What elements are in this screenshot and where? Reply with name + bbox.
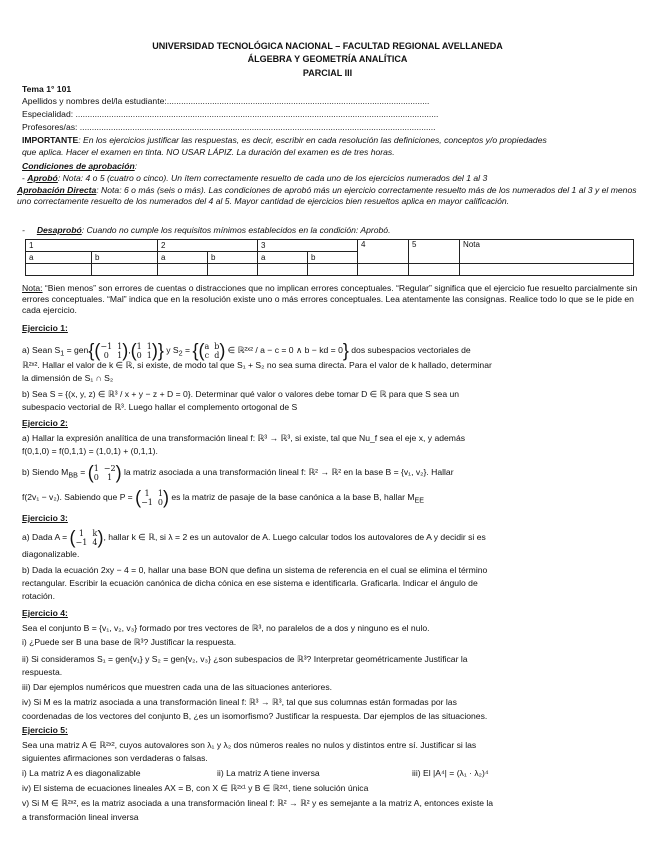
grade-header-row <box>26 240 634 252</box>
ej3-a-line2: diagonalizable. <box>22 549 80 559</box>
ej4-iv-1: iv) Si M es la matriz asociada a una transformación lineal f: ℝ³ → ℝ³, tal que sus columnas están formadas por las <box>22 697 457 707</box>
ej2-a-line1: a) Hallar la expresión analítica de una transformación lineal f: ℝ³ → ℝ³, si existe, tal que Nu_f sea el eje x, y además <box>22 433 466 443</box>
ej1-a-line3: la dimensión de S₁ ∩ S₂ <box>22 373 114 383</box>
ej2-a-line2: f(0,1,0) = f(0,1,1) = (1,0,1) + (0,1,1). <box>22 446 158 456</box>
grade-col-3: 3 <box>258 240 358 252</box>
important-label: IMPORTANTE <box>22 135 79 145</box>
ej2-title: Ejercicio 2: <box>22 418 68 428</box>
aprobo-line: - Aprobó: Nota: 4 o 5 (cuatro o cinco). Un ítem correctamente resuelto de cada uno de los ejercicios numerados del 1 al 3 <box>22 173 488 183</box>
professors-field: Profesores/as: ..................................................................................................................................................... <box>22 122 436 132</box>
student-name-field: Apellidos y nombres del/la estudiante:.............................................................................................................. <box>22 96 430 106</box>
grade-score-row <box>26 264 634 276</box>
ej1-matrix-3: a b c d <box>204 341 220 360</box>
exam-title: PARCIAL III <box>302 68 353 78</box>
ej3-b-line3: rotación. <box>22 591 55 601</box>
ej1-b-line1: b) Sea S = {(x, y, z) ∈ ℝ³ / x + y − z + D = 0}. Determinar qué valor o valores debe tomar D ∈ ℝ para que S sea un <box>22 389 460 399</box>
score-cell[interactable] <box>308 264 358 276</box>
ej4-ii-1: ii) Si consideramos S₁ = gen{v₁} y S₂ = gen{v₂, v₃} ¿son subespacios de ℝ³? Interpretar geométricamente Justificar la <box>22 654 468 664</box>
grade-col-1: 1 <box>26 240 158 252</box>
directa-paragraph: Aprobación Directa: Nota: 6 o más (seis o más). Las condiciones de aprobó más un ejercicio correctamente resuelto más de los numerados del 1 al 3 y el menos uno correctamente resuelto de los numerados del 4 al 5. Mayor cantidad de ejercicios bien resueltos aplica en mayor calificación. <box>17 185 637 206</box>
ej1-a-line2: ℝ²ˣ². Hallar el valor de k ∈ ℝ, si existe, de modo tal que S₁ + S₂ no sea suma directa. Para el valor de k hallado, determinar <box>22 360 492 370</box>
ej5-v-2: a transformación lineal inversa <box>22 812 139 822</box>
grade-sub-1b: b <box>92 252 158 264</box>
ej4-iii: iii) Dar ejemplos numéricos que muestren cada una de las situaciones anteriores. <box>22 682 333 692</box>
ej3-matrix-a: 1 k −1 4 <box>75 528 98 547</box>
grade-sub-1a: a <box>26 252 92 264</box>
ej2-b-line2: f(2v₁ − v₂). Sabiendo que P = ( 1 1 −1 0 ) es la matriz de pasaje de la base canónica a la base B, hallar $M_{EE}$ <box>22 487 425 508</box>
ej4-intro: Sea el conjunto B = {v₁, v₂, v₃} formado por tres vectores de ℝ³, no paralelos de a dos y ninguno es el nulo. <box>22 623 430 633</box>
grade-sub-2a: a <box>158 252 208 264</box>
important-line-2: que aplica. Hacer el examen en tinta. NO USAR LÁPIZ. La duración del examen es de tres horas. <box>22 147 395 157</box>
score-cell[interactable] <box>208 264 258 276</box>
desaprobo-line: - Desaprobó: Cuando no cumple los requisitos mínimos establecidos en la condición: Aprobó. <box>22 225 391 235</box>
score-cell[interactable] <box>358 264 409 276</box>
score-cell[interactable] <box>26 264 92 276</box>
grade-col-5: 5 <box>409 240 460 264</box>
specialty-field: Especialidad: ........................................................................................................................................................ <box>22 109 439 119</box>
ej3-title: Ejercicio 3: <box>22 513 68 523</box>
ej3-b-line2: rectangular. Escribir la ecuación canónica de dicha cónica en ese sistema e identificarla. Graficarla. Indicar el ángulo de <box>22 578 478 588</box>
grade-sub-2b: b <box>208 252 258 264</box>
score-cell[interactable] <box>409 264 460 276</box>
ej3-a-line1: a) Dada A = ( 1 k −1 4 ), hallar k ∈ ℝ, si λ = 2 es un autovalor de A. Luego calcular todos los autovalores de A y decidir si es <box>22 527 486 548</box>
ej3-b-line1: b) Dada la ecuación 2xy − 4 = 0, hallar una base BON que defina un sistema de referencia en el cual se elimina el término <box>22 565 488 575</box>
university-title: UNIVERSIDAD TECNOLÓGICA NACIONAL – FACULTAD REGIONAL AVELLANEDA <box>152 41 503 51</box>
score-cell[interactable] <box>460 264 634 276</box>
ej2-matrix-mbb: 1 −2 0 1 <box>93 463 116 482</box>
grade-col-4: 4 <box>358 240 409 264</box>
score-cell[interactable] <box>258 264 308 276</box>
course-title: ÁLGEBRA Y GEOMETRÍA ANALÍTICA <box>247 54 408 64</box>
score-cell[interactable] <box>92 264 158 276</box>
ej5-iv: iv) El sistema de ecuaciones lineales AX = B, con X ∈ ℝ²ˣ¹ y B ∈ ℝ²ˣ¹, tiene solución única <box>22 783 369 793</box>
ej5-ii: ii) La matriz A tiene inversa <box>217 768 320 778</box>
grade-sub-3b: b <box>308 252 358 264</box>
grade-sub-3a: a <box>258 252 308 264</box>
ej5-title: Ejercicio 5: <box>22 725 68 735</box>
grading-note: Nota: “Bien menos” son errores de cuentas o distracciones que no implican errores conceptuales. “Regular” significa que el ejercicio fue resuelto parcialmente sin errores conceptuales. “Mal” indica que en la resolución existe uno o más errores conceptuales. Lea atentamente las consignas. Realice todo lo que se le pide en cada ejercicio. <box>22 283 638 315</box>
grade-table <box>25 239 634 276</box>
ej2-matrix-p: 1 1 −1 0 <box>141 488 163 507</box>
ej4-i: i) ¿Puede ser B una base de ℝ³? Justificar la respuesta. <box>22 637 237 647</box>
ej1-matrix-2: 1 1 0 1 <box>136 341 152 360</box>
ej5-iii: iii) El |A⁴| = (λ₁ · λ₂)⁴ <box>412 768 489 778</box>
grade-col-2: 2 <box>158 240 258 252</box>
ej5-i: i) La matriz A es diagonalizable <box>22 768 141 778</box>
grade-col-nota: Nota <box>460 240 634 264</box>
ej5-intro-1: Sea una matriz A ∈ ℝ²ˣ², cuyos autovalores son λ₁ y λ₂ dos números reales no nulos y distintos entre sí. Justificar si las <box>22 740 477 750</box>
ej1-title: Ejercicio 1: <box>22 323 68 333</box>
tema-label: Tema 1° 101 <box>22 84 72 94</box>
score-cell[interactable] <box>158 264 208 276</box>
conditions-title: Condiciones de aprobación: <box>22 161 138 171</box>
ej4-iv-2: coordenadas de los vectores del conjunto B, ¿es un isomorfismo? Justificar la respuesta. Dar ejemplos de las situaciones. <box>22 711 488 721</box>
ej1-matrix-1: −1 1 0 1 <box>100 341 123 360</box>
ej1-a-line1: a) Sean $S_1 = gen${( −1 1 0 1 ),( 1 1 0 1 )} y $S_2$ = {( a b c d ) ∈ ℝ²ˣ² / a − c = 0 ∧ b − kd = 0} dos subespacios vectoriales de <box>22 340 471 361</box>
ej4-ii-2: respuesta. <box>22 667 63 677</box>
ej1-b-line2: subespacio vectorial de ℝ³. Luego hallar el complemento ortogonal de S <box>22 402 298 412</box>
ej5-v-1: v) Si M ∈ ℝ²ˣ², es la matriz asociada a una transformación lineal f: ℝ² → ℝ² y es semejante a la matriz A, entonces existe la <box>22 798 494 808</box>
ej2-b-line1: b) Siendo $M_{BB}$ = ( 1 −2 0 1 ) la matriz asociada a una transformación lineal f: ℝ² → ℝ² en la base B = {v₁, v₂}. Hallar <box>22 462 454 483</box>
important-line-1: IMPORTANTE: En los ejercicios justificar las respuestas, es decir, escribir en cada resolución las definiciones, conceptos y/o propiedades <box>22 135 547 145</box>
ej4-title: Ejercicio 4: <box>22 608 68 618</box>
ej5-intro-2: siguientes afirmaciones son verdaderas o falsas. <box>22 753 208 763</box>
